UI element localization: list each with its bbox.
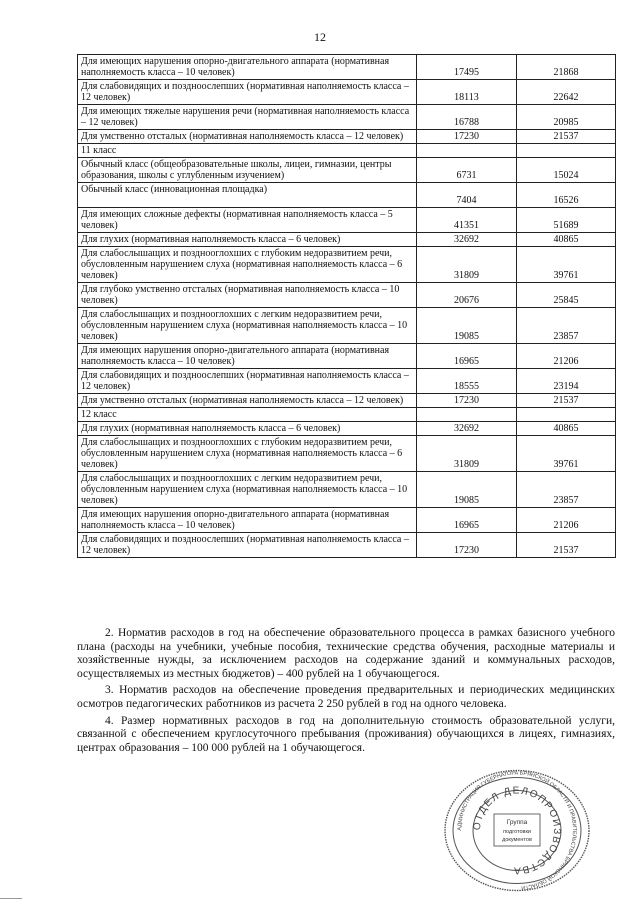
stamp-center-line-3: документов [502,837,532,843]
row-description: Для слабовидящих и поздноослепших (нормативная наполняемость класса – 12 человек) [78,369,417,394]
table-row [78,208,616,233]
row-value-1 [417,144,517,158]
table-row [78,508,616,533]
row-description: Для слабослышащих и позднооглохших с глубоким недоразвитием речи, обусловленным нарушением слуха (нормативная наполняемость класса – 6 человек) [78,436,417,472]
row-value-2: 16526 [517,183,616,208]
row-value-1: 17230 [417,394,517,408]
table-row [78,422,616,436]
table-row [78,80,616,105]
scan-edge-mark [0,898,22,899]
row-value-1: 17495 [417,55,517,80]
row-value-1: 18555 [417,369,517,394]
row-value-1: 6731 [417,158,517,183]
stamp-outer-text: АДМИНИСТРАЦИЯ ГУБЕРНАТОРА БРЯНСКОЙ ОБЛАСТИ И ПРАВИТЕЛЬСТВА БРЯНСКОЙ ОБЛАСТИ [456,770,578,891]
official-stamp [432,768,602,893]
row-value-2: 21537 [517,394,616,408]
row-value-2: 21206 [517,344,616,369]
row-description: Для имеющих нарушения опорно-двигательного аппарата (нормативная наполняемость класса – 10 человек) [78,344,417,369]
rates-table-body [78,55,616,558]
row-value-1: 16788 [417,105,517,130]
paragraph-4: 4. Размер нормативных расходов в год на дополнительную стоимость образовательной услуги, связанной с обеспечением круглосуточного пребывания (проживания) обучающихся в лицеях, гимназиях, центрах образования – 100 000 рублей на 1 обучающегося. [77,714,615,754]
row-value-2: 39761 [517,436,616,472]
row-value-2: 51689 [517,208,616,233]
row-value-2: 21206 [517,508,616,533]
table-row [78,408,616,422]
rates-table [77,54,616,558]
row-description: Для слабослышащих и позднооглохших с легким недоразвитием речи, обусловленным нарушением слуха (нормативная наполняемость класса – 10 человек) [78,472,417,508]
paragraph-3: 3. Норматив расходов на обеспечение проведения предварительных и периодических медицинских осмотров педагогических работников из расчета 2 250 рублей в год на одного человека. [77,684,615,710]
stamp-center-line-1: Группа [506,819,528,826]
table-row [78,308,616,344]
row-value-2: 25845 [517,283,616,308]
row-value-2: 23857 [517,472,616,508]
stamp-inner-text: ОТДЕЛ ДЕЛОПРОИЗВОДСТВА [471,785,563,876]
row-value-1: 16965 [417,508,517,533]
table-row [78,472,616,508]
table-row [78,344,616,369]
row-description: Для слабослышащих и позднооглохших с глубоким недоразвитием речи, обусловленным нарушением слуха (нормативная наполняемость класса – 6 человек) [78,247,417,283]
row-value-2 [517,144,616,158]
row-value-1: 19085 [417,472,517,508]
row-value-2: 23194 [517,369,616,394]
row-value-1: 16965 [417,344,517,369]
table-row [78,144,616,158]
row-description: Для слабовидящих и поздноослепших (нормативная наполняемость класса – 12 человек) [78,80,417,105]
table-row [78,158,616,183]
row-value-1 [417,408,517,422]
row-value-1: 19085 [417,308,517,344]
body-paragraphs [77,627,615,758]
row-description: Для глубоко умственно отсталых (нормативная наполняемость класса – 10 человек) [78,283,417,308]
row-value-2: 21537 [517,533,616,558]
row-description: Для глухих (нормативная наполняемость класса – 6 человек) [78,233,417,247]
table-row [78,247,616,283]
table-row [78,436,616,472]
row-value-2 [517,408,616,422]
row-description: Для умственно отсталых (нормативная наполняемость класса – 12 человек) [78,394,417,408]
row-description: Для имеющих нарушения опорно-двигательного аппарата (нормативная наполняемость класса – 10 человек) [78,508,417,533]
row-value-1: 7404 [417,183,517,208]
paragraph-2: 2. Норматив расходов в год на обеспечение образовательного процесса в рамках базисного учебного плана (расходы на учебники, учебные пособия, технические средства обучения, расходные материалы и хозяйственные нужды, за исключением расходов на содержание зданий и коммунальных расходов, осуществляемых из местных бюджетов) – 400 рублей на 1 обучающегося. [77,627,615,680]
row-description: Для умственно отсталых (нормативная наполняемость класса – 12 человек) [78,130,417,144]
page-number: 12 [314,30,326,44]
row-description: Для слабовидящих и поздноослепших (нормативная наполняемость класса – 12 человек) [78,533,417,558]
row-value-2: 15024 [517,158,616,183]
row-description: Для имеющих нарушения опорно-двигательного аппарата (нормативная наполняемость класса – 10 человек) [78,55,417,80]
row-description: Для имеющих сложные дефекты (нормативная наполняемость класса – 5 человек) [78,208,417,233]
table-row [78,283,616,308]
row-description: Для глухих (нормативная наполняемость класса – 6 человек) [78,422,417,436]
table-row [78,394,616,408]
table-row [78,369,616,394]
row-value-2: 23857 [517,308,616,344]
row-value-2: 20985 [517,105,616,130]
row-value-1: 17230 [417,130,517,144]
row-value-2: 40865 [517,233,616,247]
row-description: Для слабослышащих и позднооглохших с легким недоразвитием речи, обусловленным нарушением слуха (нормативная наполняемость класса – 10 человек) [78,308,417,344]
row-description: 12 класс [78,408,417,422]
row-value-2: 21868 [517,55,616,80]
table-row [78,183,616,208]
table-row [78,533,616,558]
table-row [78,55,616,80]
row-value-1: 31809 [417,436,517,472]
row-value-1: 18113 [417,80,517,105]
row-value-1: 32692 [417,422,517,436]
stamp-center-line-2: подготовки [503,829,531,835]
row-value-1: 31809 [417,247,517,283]
row-description: Обычный класс (инновационная площадка) [78,183,417,208]
row-description: Для имеющих тяжелые нарушения речи (нормативная наполняемость класса – 12 человек) [78,105,417,130]
row-value-1: 20676 [417,283,517,308]
table-row [78,130,616,144]
row-value-2: 21537 [517,130,616,144]
row-value-1: 32692 [417,233,517,247]
table-row [78,233,616,247]
table-row [78,105,616,130]
row-description: Обычный класс (общеобразовательные школы, лицеи, гимназии, центры образования, школы с углубленным изучением) [78,158,417,183]
row-value-2: 39761 [517,247,616,283]
row-description: 11 класс [78,144,417,158]
row-value-1: 41351 [417,208,517,233]
row-value-2: 40865 [517,422,616,436]
row-value-2: 22642 [517,80,616,105]
row-value-1: 17230 [417,533,517,558]
